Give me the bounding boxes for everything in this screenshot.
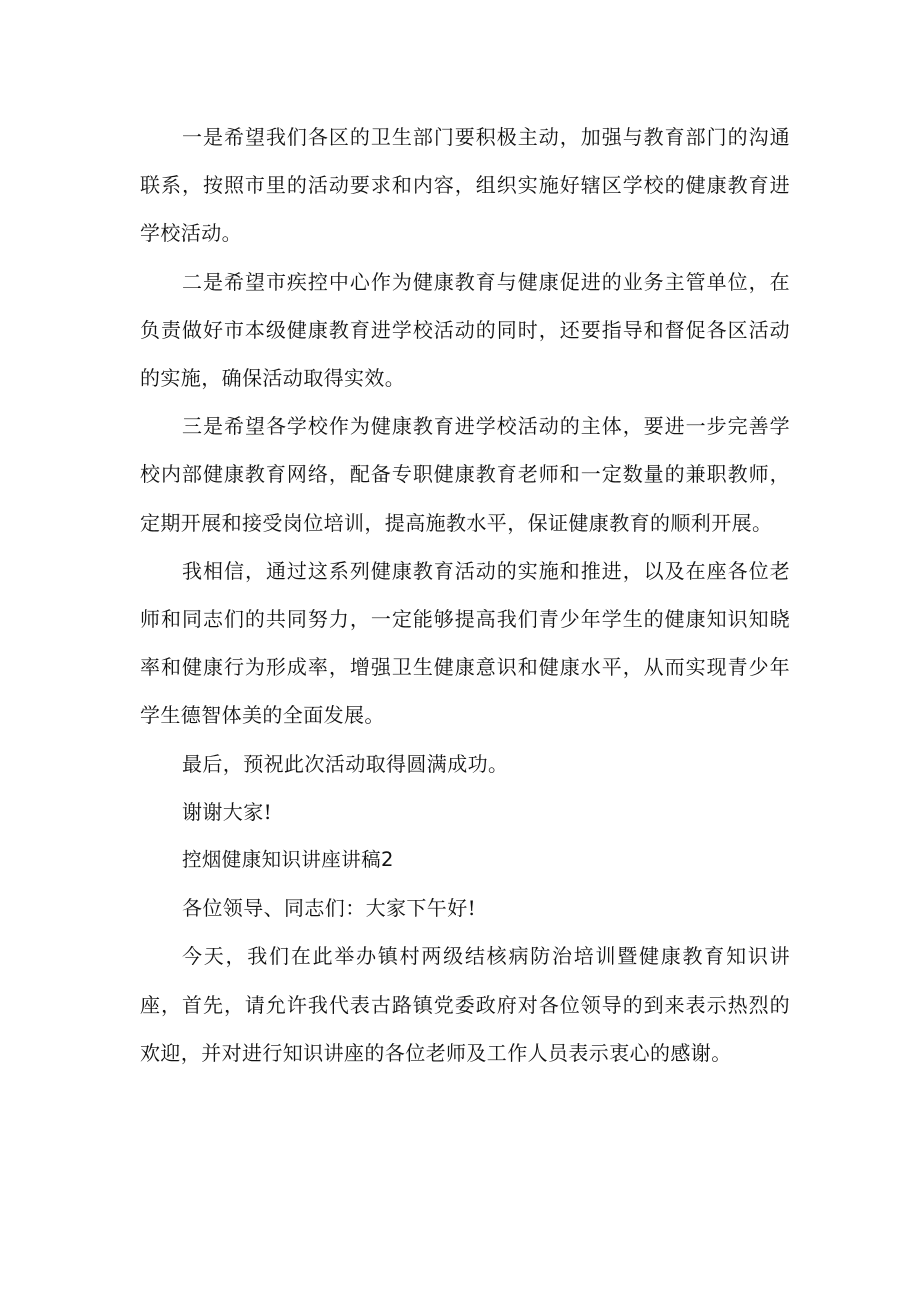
paragraph-2: 二是希望市疾控中心作为健康教育与健康促进的业务主管单位，在负责做好市本级健康教育进学校活动的同时，还要指导和督促各区活动的实施，确保活动取得实效。 xyxy=(140,269,790,391)
paragraph-1: 一是希望我们各区的卫生部门要积极主动，加强与教育部门的沟通联系，按照市里的活动要求和内容，组织实施好辖区学校的健康教育进学校活动。 xyxy=(140,125,790,246)
paragraph-6: 谢谢大家! xyxy=(182,799,273,824)
paragraph-4: 我相信，通过这系列健康教育活动的实施和推进，以及在座各位老师和同志们的共同努力，一定能够提高我们青少年学生的健康知识知晓率和健康行为形成率，增强卫生健康意识和健康水平，从而实现青少年学生德智体美的全面发展。 xyxy=(140,558,790,728)
document-body xyxy=(140,113,790,1077)
paragraph-greeting: 各位领导、同志们：大家下午好! xyxy=(182,896,477,921)
section-heading: 控烟健康知识讲座讲稿2 xyxy=(182,848,394,872)
paragraph-3: 三是希望各学校作为健康教育进学校活动的主体，要进一步完善学校内部健康教育网络，配备专职健康教育老师和一定数量的兼职教师，定期开展和接受岗位培训，提高施教水平，保证健康教育的顺利开展。 xyxy=(140,414,790,535)
paragraph-opening: 今天，我们在此举办镇村两级结核病防治培训暨健康教育知识讲座，首先，请允许我代表古路镇党委政府对各位领导的到来表示热烈的欢迎，并对进行知识讲座的各位老师及工作人员表示衷心的感谢。 xyxy=(140,944,790,1065)
paragraph-5: 最后，预祝此次活动取得圆满成功。 xyxy=(182,751,509,776)
